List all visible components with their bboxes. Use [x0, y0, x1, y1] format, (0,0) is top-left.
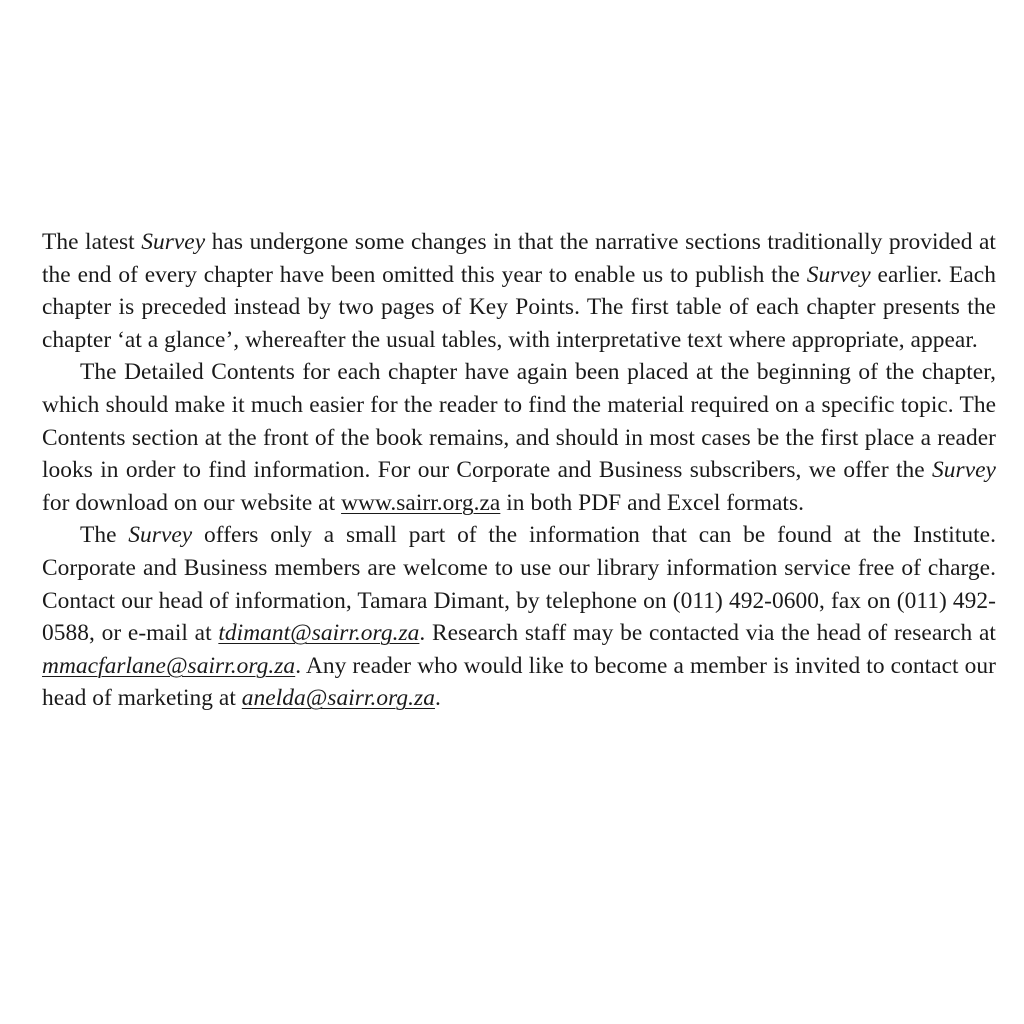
survey-title: Survey [806, 261, 871, 288]
website-link[interactable]: www.sairr.org.za [341, 489, 501, 516]
body-text [42, 226, 996, 715]
text-segment: for download on our website at [42, 489, 342, 516]
text-segment: The Detailed Contents for each chapter have again been placed at the beginning of the chapter, which should make it much easier for the reader to find the material required on a specific topic. The Contents section at the front of the book remains, and should in most cases be the first place a reader looks in order to find information. For our Corporate and Business subscribers, we offer the [42, 359, 996, 484]
survey-title: Survey [932, 457, 996, 484]
text-segment: . Research staff may be contacted via the head of research at [419, 620, 996, 647]
text-segment: offers only a small part of the information that can be found at the Institute. Corporate and Business members are welcome to use our library information service free of charge. Contact our head of information, Tamara Dimant, by telephone on (011) 492-0600, fax on (011) 492-0588, or e-mail at [42, 522, 996, 647]
paragraph-3 [42, 519, 996, 715]
survey-title: Survey [141, 229, 206, 255]
text-segment: The [80, 522, 129, 549]
email-link-marketing[interactable]: anelda@sairr.org.za [241, 685, 435, 712]
email-link-information[interactable]: tdimant@sairr.org.za [218, 620, 420, 647]
text-segment: earlier. Each chapter is preceded instead by two pages of Key Points. The first table of each chapter presents the chapter ‘at a glance’, whereafter the usual tables, with interpretative text where appropriate, appear. [42, 261, 996, 353]
text-segment: has undergone some changes in that the narrative sections traditionally provided at the end of every chapter have been omitted this year to enable us to publish the [42, 229, 996, 288]
email-link-research[interactable]: mmacfarlane@sairr.org.za [42, 652, 296, 679]
paragraph-1 [42, 226, 996, 356]
text-segment: . [434, 685, 441, 712]
text-segment: in both PDF and Excel formats. [500, 489, 804, 516]
text-segment: The latest [42, 229, 142, 255]
survey-title: Survey [128, 522, 193, 549]
text-segment: . Any reader who would like to become a member is invited to contact our head of marketing at [42, 652, 996, 712]
paragraph-2 [42, 356, 996, 519]
